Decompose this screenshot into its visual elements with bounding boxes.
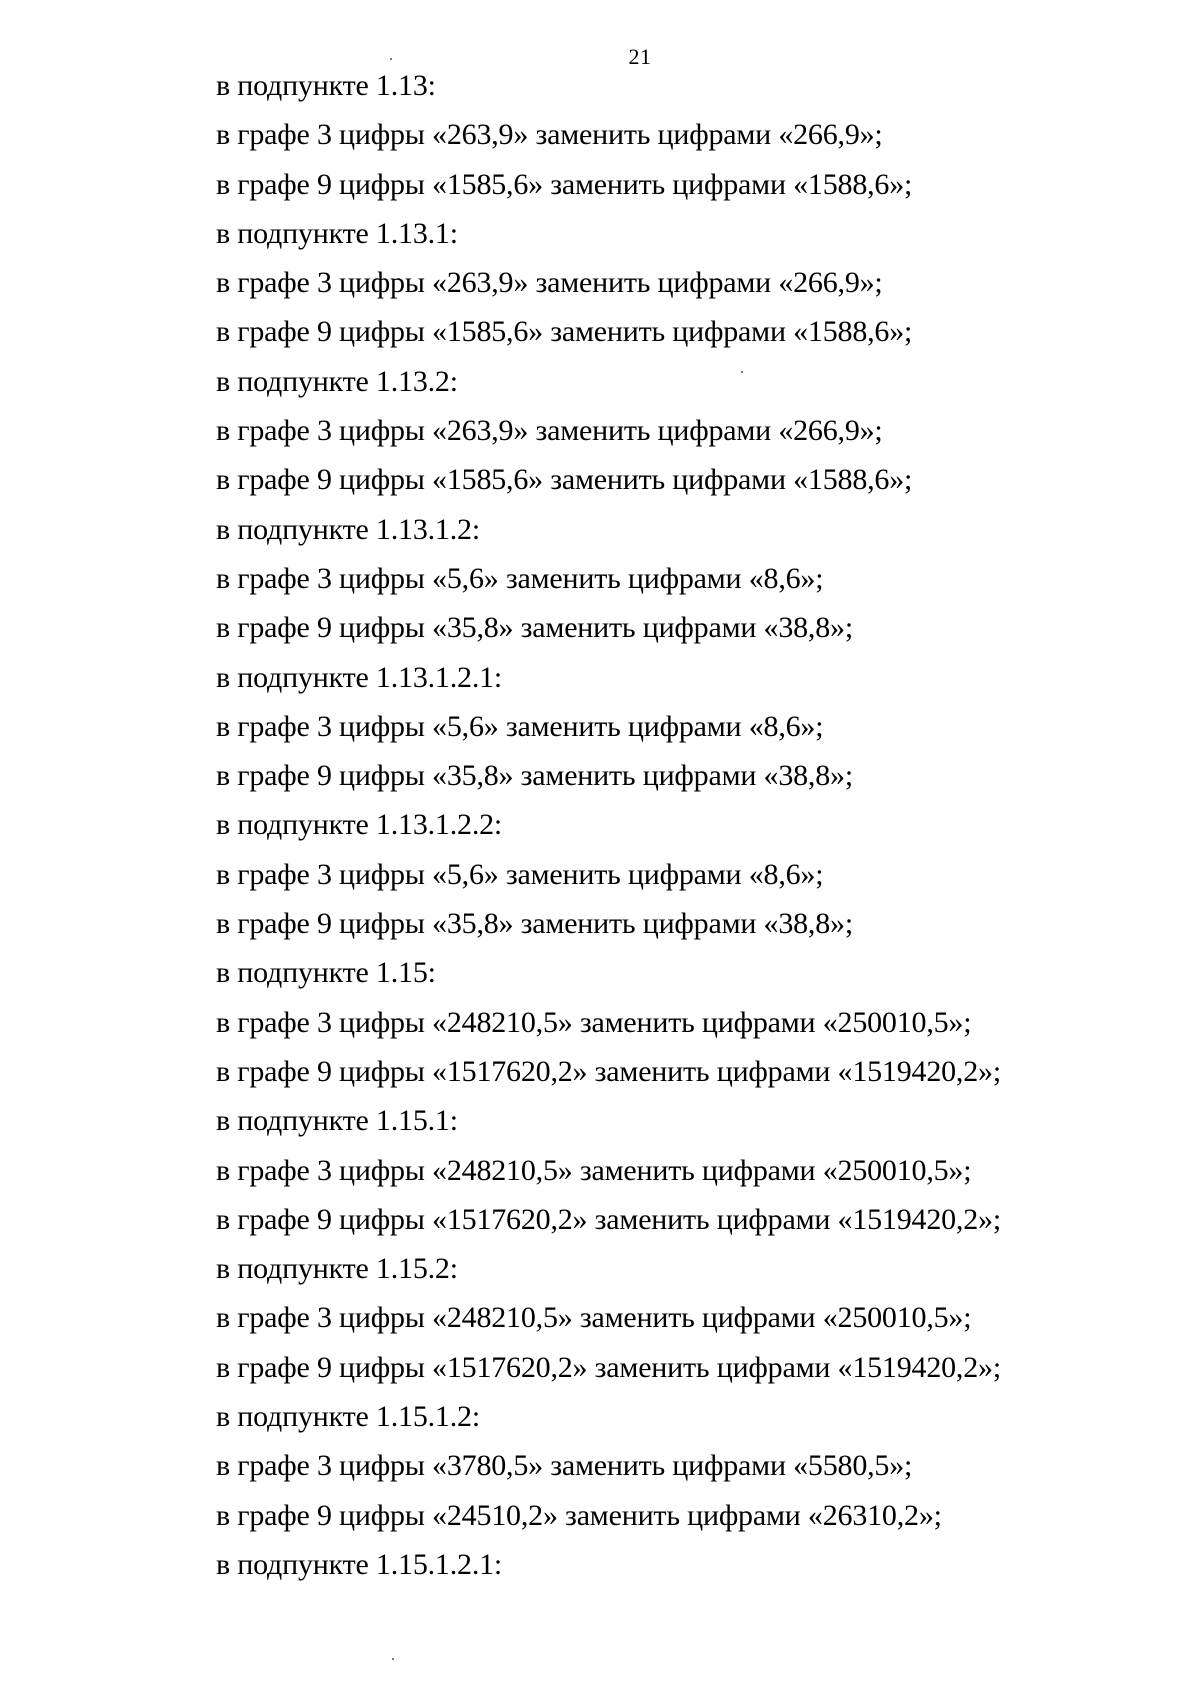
line-subsection-heading: в подпункте 1.15.1: bbox=[216, 1104, 458, 1138]
line-subsection-heading: в подпункте 1.13.1: bbox=[216, 216, 458, 250]
page-number: 21 bbox=[628, 44, 652, 69]
line-amendment: в графе 9 цифры «24510,2» заменить цифрами «26310,2»; bbox=[216, 1498, 942, 1532]
line-amendment: в графе 3 цифры «5,6» заменить цифрами «8,6»; bbox=[216, 709, 824, 743]
line-amendment: в графе 3 цифры «5,6» заменить цифрами «8,6»; bbox=[216, 561, 824, 595]
line-amendment: в графе 9 цифры «1517620,2» заменить цифрами «1519420,2»; bbox=[216, 1350, 1001, 1384]
line-subsection-heading: в подпункте 1.15.2: bbox=[216, 1252, 458, 1286]
line-amendment: в графе 3 цифры «263,9» заменить цифрами «266,9»; bbox=[216, 118, 883, 152]
line-amendment: в графе 9 цифры «1517620,2» заменить цифрами «1519420,2»; bbox=[216, 1202, 1001, 1236]
line-subsection-heading: в подпункте 1.15.1.2.1: bbox=[216, 1547, 503, 1581]
line-amendment: в графе 3 цифры «248210,5» заменить цифрами «250010,5»; bbox=[216, 1153, 972, 1187]
line-amendment: в графе 3 цифры «3780,5» заменить цифрами «5580,5»; bbox=[216, 1449, 913, 1483]
line-amendment: в графе 3 цифры «248210,5» заменить цифрами «250010,5»; bbox=[216, 1005, 972, 1039]
line-subsection-heading: в подпункте 1.13.1.2.1: bbox=[216, 660, 503, 694]
scan-speck bbox=[390, 58, 392, 60]
line-subsection-heading: в подпункте 1.13.1.2.2: bbox=[216, 808, 503, 842]
scan-speck bbox=[741, 371, 743, 373]
line-amendment: в графе 9 цифры «35,8» заменить цифрами «38,8»; bbox=[216, 611, 853, 645]
line-amendment: в графе 9 цифры «35,8» заменить цифрами «38,8»; bbox=[216, 907, 853, 941]
line-subsection-heading: в подпункте 1.13.2: bbox=[216, 364, 458, 398]
document-body bbox=[216, 61, 1156, 1589]
line-amendment: в графе 3 цифры «263,9» заменить цифрами «266,9»; bbox=[216, 414, 883, 448]
line-subsection-heading: в подпункте 1.13.1.2: bbox=[216, 512, 480, 546]
line-amendment: в графе 9 цифры «35,8» заменить цифрами «38,8»; bbox=[216, 759, 853, 793]
line-subsection-heading: в подпункте 1.15: bbox=[216, 956, 436, 990]
line-amendment: в графе 3 цифры «263,9» заменить цифрами «266,9»; bbox=[216, 266, 883, 300]
line-amendment: в графе 9 цифры «1585,6» заменить цифрами «1588,6»; bbox=[216, 315, 913, 349]
line-amendment: в графе 9 цифры «1517620,2» заменить цифрами «1519420,2»; bbox=[216, 1054, 1001, 1088]
line-amendment: в графе 3 цифры «248210,5» заменить цифрами «250010,5»; bbox=[216, 1301, 972, 1335]
line-amendment: в графе 3 цифры «5,6» заменить цифрами «8,6»; bbox=[216, 857, 824, 891]
line-subsection-heading: в подпункте 1.15.1.2: bbox=[216, 1400, 480, 1434]
line-amendment: в графе 9 цифры «1585,6» заменить цифрами «1588,6»; bbox=[216, 167, 913, 201]
scan-speck bbox=[392, 1658, 394, 1660]
line-subsection-heading: в подпункте 1.13: bbox=[216, 69, 436, 102]
line-amendment: в графе 9 цифры «1585,6» заменить цифрами «1588,6»; bbox=[216, 463, 913, 497]
